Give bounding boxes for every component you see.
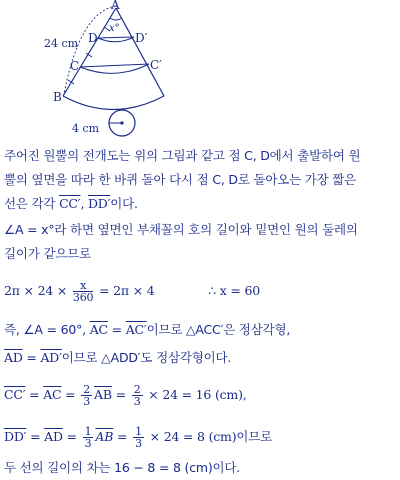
eq-dd-d: =	[62, 429, 81, 444]
text-3e: 이다.	[110, 196, 138, 211]
eq1-right: = 2π × 4	[95, 283, 155, 298]
fraction-1-3-b	[133, 426, 144, 449]
chord-dd	[98, 37, 134, 38]
text-3c: ,	[80, 196, 88, 211]
text-line-8	[4, 350, 231, 366]
seg-ac-2: $\overline{AC}$	[43, 387, 62, 402]
text-line-2: 뿔의 옆면을 따라 한 바퀴 돌아 다시 점 C, D로 돌아오는 가장 짧은	[4, 172, 357, 187]
eq-dd-b: =	[26, 429, 45, 444]
label-4cm: 4 cm	[72, 122, 100, 135]
fraction-den: 3	[133, 395, 141, 408]
fraction-den: 3	[135, 437, 142, 450]
fraction-den: 3	[84, 437, 92, 450]
equation-cc	[4, 384, 247, 407]
seg-dd: DD′	[4, 429, 27, 444]
label-c-prime: C′	[150, 58, 162, 72]
equation-dd	[4, 426, 272, 449]
equation-1	[4, 280, 260, 303]
eq-dd-g: × 24 = 8 (cm)이므로	[145, 429, 272, 444]
text-7c: =	[107, 322, 126, 337]
seg-ab-2: $\overline{AB}$	[95, 429, 114, 444]
angle-mark	[110, 18, 122, 20]
sector-side-right	[116, 8, 164, 96]
fraction-num: x	[73, 280, 93, 292]
fraction-num: 2	[133, 383, 141, 396]
segment-ad: $\overline{AD}$	[4, 350, 23, 365]
text-7a: 즉, ∠A = 60°,	[4, 322, 90, 337]
text-8d: 이므로 △ADD′도 정삼각형이다.	[61, 350, 232, 365]
text-line-3	[4, 196, 138, 212]
fraction-den: 3	[83, 395, 91, 408]
segment-ad-prime: AD′	[40, 350, 62, 365]
fraction-2-3-a	[81, 384, 92, 407]
text-7e: 이므로 △ACC′은 정삼각형,	[146, 322, 291, 337]
text-8b: =	[22, 350, 41, 365]
label-angle-x: x°	[109, 23, 120, 34]
chord-cc	[80, 64, 149, 67]
base-center	[120, 121, 123, 124]
fraction-den: 360	[72, 291, 94, 304]
fraction-num: 1	[135, 425, 142, 438]
text-line-4: ∠A = x°라 하면 옆면인 부채꼴의 호의 길이와 밑면인 원의 둘레의	[4, 222, 358, 237]
fraction-x-360	[73, 280, 93, 303]
label-d-prime: D′	[135, 31, 148, 45]
eq1-therefore: ∴ x = 60	[208, 283, 260, 298]
text-3a: 선은 각각	[4, 196, 60, 211]
segment-dd-prime: DD′	[87, 196, 111, 211]
cone-net-figure	[0, 0, 200, 145]
eq-cc-f: =	[111, 387, 130, 402]
fraction-num: 2	[83, 383, 91, 396]
label-a: A	[111, 0, 120, 12]
fraction-2-3-b	[132, 384, 143, 407]
text-line-5: 길이가 같으므로	[4, 246, 91, 261]
eq-cc-g: × 24 = 16 (cm),	[144, 387, 247, 402]
segment-ac-prime: AC′	[125, 322, 147, 337]
text-line-7	[4, 322, 290, 338]
eq-dd-f: =	[113, 429, 132, 444]
label-24cm: 24 cm	[44, 37, 79, 50]
text-line-11: 두 선의 길이의 차는 16 − 8 = 8 (cm)이다.	[4, 460, 241, 475]
seg-ad-2: $\overline{AD}$	[44, 429, 63, 444]
label-d: D	[88, 31, 98, 45]
sector-side-left	[63, 8, 116, 96]
segment-cc-prime: CC′	[59, 196, 81, 211]
sector-arc	[63, 96, 164, 110]
eq-cc-b: =	[25, 387, 44, 402]
label-b: B	[53, 90, 62, 104]
label-c: C	[70, 59, 80, 73]
seg-ab: $\overline{AB}$	[94, 387, 112, 402]
seg-cc: CC′	[4, 387, 26, 402]
text-line-1: 주어진 원뿔의 전개도는 위의 그림과 같고 점 C, D에서 출발하여 원	[4, 148, 361, 163]
fraction-num: 1	[84, 425, 92, 438]
segment-ac: $\overline{AC}$	[89, 322, 108, 337]
fraction-1-3-a	[83, 426, 94, 449]
eq1-left: 2π × 24 ×	[4, 283, 71, 298]
eq-cc-d: =	[61, 387, 80, 402]
